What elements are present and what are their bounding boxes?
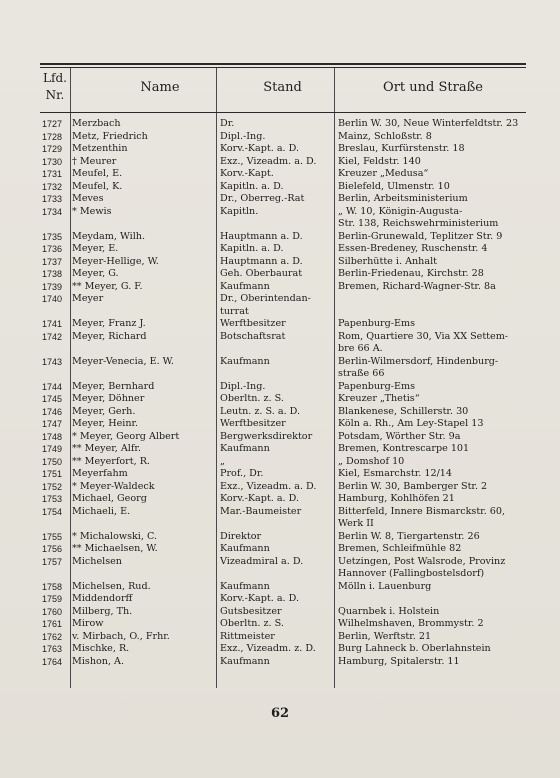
- table-row: [40, 181, 526, 194]
- row-stand: Rittmeister: [220, 630, 275, 642]
- row-ort: Breslau, Kurfürstenstr. 18: [338, 143, 465, 154]
- row-name: Meyer: [72, 293, 104, 304]
- header-stand: Stand: [263, 80, 302, 95]
- table-row: [40, 593, 526, 606]
- row-name: Michelsen, Rud.: [72, 580, 151, 592]
- row-ort: Burg Lahneck b. Oberlahnstein: [338, 643, 491, 654]
- row-name: Michelsen: [72, 555, 122, 567]
- row-ort: Rom, Quartiere 30, Via XX Settem- bre 66 A.: [338, 330, 509, 354]
- row-number: 1739: [42, 281, 63, 292]
- row-stand: Bergwerksdirektor: [220, 430, 313, 442]
- row-stand: Korv.-Kapt. a. D.: [220, 593, 300, 604]
- row-ort: Kreuzer „Thetis“: [338, 393, 420, 404]
- row-number: 1747: [42, 419, 63, 429]
- row-stand: Oberltn. z. S.: [220, 393, 284, 404]
- row-stand: Mar.-Baumeister: [220, 505, 302, 517]
- row-number: 1730: [42, 156, 63, 167]
- row-name: Mischke, R.: [72, 643, 130, 654]
- row-name: Mirow: [72, 618, 104, 629]
- row-stand: Oberltn. z. S.: [220, 618, 284, 629]
- row-stand: Dr., Oberreg.-Rat: [220, 193, 305, 204]
- table-row: [40, 393, 526, 406]
- row-ort: Berlin-Wilmersdorf, Hindenburg- straße 66: [338, 355, 499, 379]
- row-name: Meufel, E.: [72, 168, 123, 179]
- row-name: Meufel, K.: [72, 180, 123, 192]
- row-stand: Exz., Vizeadm. a. D.: [220, 480, 317, 492]
- row-stand: Hauptmann a. D.: [220, 230, 303, 242]
- table-row: [40, 606, 526, 619]
- row-stand: Gutsbesitzer: [220, 605, 282, 617]
- row-name: * Meyer, Georg Albert: [72, 430, 180, 442]
- table-row: [40, 631, 526, 644]
- row-stand: Kaufmann: [220, 355, 270, 367]
- row-name: Meyer, Franz J.: [72, 318, 146, 329]
- row-number: 1761: [42, 619, 63, 629]
- row-stand: Werftbesitzer: [220, 418, 286, 429]
- row-stand: Kapitln.: [220, 205, 259, 217]
- header-nr: Nr.: [45, 88, 65, 102]
- row-stand: Leutn. z. S. a. D.: [220, 405, 301, 417]
- row-stand: Korv.-Kapt. a. D.: [220, 143, 300, 154]
- row-name: Meves: [72, 193, 104, 204]
- row-name: Michael, Georg: [72, 493, 147, 504]
- table-row: [40, 293, 526, 318]
- table-row: [40, 206, 526, 231]
- row-stand: Kaufmann: [220, 655, 270, 667]
- row-number: 1746: [42, 406, 63, 417]
- row-name: Meyer, Richard: [72, 330, 147, 342]
- row-stand: Werftbesitzer: [220, 318, 286, 329]
- row-name: Metzenthin: [72, 143, 128, 154]
- row-stand: Hauptmann a. D.: [220, 255, 303, 267]
- row-ort: Uetzingen, Post Walsrode, Provinz Hannover (Fallingbostelsdorf): [338, 555, 506, 579]
- row-number: 1758: [42, 581, 63, 592]
- row-number: 1748: [42, 431, 63, 442]
- table-row: [40, 418, 526, 431]
- row-name: Meyer, Bernhard: [72, 380, 155, 392]
- row-number: 1732: [42, 181, 63, 192]
- table-row: [40, 431, 526, 444]
- row-ort: Mainz, Schloßstr. 8: [338, 130, 432, 142]
- row-ort: Berlin-Grunewald, Teplitzer Str. 9: [338, 230, 503, 242]
- row-stand: Direktor: [220, 530, 262, 542]
- row-ort: Quarnbek i. Holstein: [338, 605, 440, 617]
- table-row: [40, 231, 526, 244]
- header-rule: [40, 112, 526, 113]
- row-name: ** Meyer, G. F.: [72, 280, 143, 292]
- row-ort: Papenburg-Ems: [338, 318, 416, 329]
- row-number: 1763: [42, 644, 63, 654]
- row-ort: Blankenese, Schillerstr. 30: [338, 405, 469, 417]
- table-row: [40, 618, 526, 631]
- row-number: 1755: [42, 531, 63, 542]
- table-row: [40, 456, 526, 469]
- row-ort: Hamburg, Spitalerstr. 11: [338, 655, 460, 667]
- row-number: 1729: [42, 144, 63, 154]
- row-ort: Essen-Bredeney, Ruschenstr. 4: [338, 243, 488, 254]
- row-ort: Papenburg-Ems: [338, 380, 416, 392]
- row-ort: Berlin W. 30, Bamberger Str. 2: [338, 480, 488, 492]
- table-header: [40, 68, 526, 112]
- row-ort: Berlin-Friedenau, Kirchstr. 28: [338, 268, 484, 279]
- row-number: 1760: [42, 606, 63, 617]
- row-number: 1743: [42, 356, 63, 367]
- row-ort: Bremen, Schleifmühle 82: [338, 543, 462, 554]
- row-stand: Korv.-Kapt.: [220, 168, 274, 179]
- row-stand: Kapitln. a. D.: [220, 243, 284, 254]
- row-number: 1750: [42, 456, 63, 467]
- table-row: [40, 543, 526, 556]
- row-ort: Wilhelmshaven, Brommystr. 2: [338, 618, 484, 629]
- row-ort: Hamburg, Kohlhöfen 21: [338, 493, 455, 504]
- row-number: 1731: [42, 169, 63, 179]
- row-stand: Dr., Oberintendan- turrat: [220, 293, 311, 317]
- row-name: Metz, Friedrich: [72, 130, 148, 142]
- row-number: 1754: [42, 506, 63, 517]
- row-name: Meyer, E.: [72, 243, 119, 254]
- row-name: v. Mirbach, O., Frhr.: [72, 630, 170, 642]
- row-number: 1741: [42, 319, 63, 329]
- table-row: [40, 281, 526, 294]
- table-row: [40, 481, 526, 494]
- row-name: * Meyer-Waldeck: [72, 480, 155, 492]
- table-row: [40, 118, 526, 131]
- directory-rows: [40, 118, 526, 668]
- row-name: Michaeli, E.: [72, 505, 131, 517]
- row-stand: Exz., Vizeadm. z. D.: [220, 643, 316, 654]
- table-row: [40, 506, 526, 531]
- row-number: 1744: [42, 381, 63, 392]
- header-ort: Ort und Straße: [383, 80, 483, 95]
- row-ort: Berlin W. 30, Neue Winterfeldtstr. 23: [338, 118, 519, 129]
- table-row: [40, 581, 526, 594]
- row-name: ** Meyerfort, R.: [72, 455, 150, 467]
- row-name: Meyer-Hellige, W.: [72, 255, 159, 267]
- table-row: [40, 256, 526, 269]
- header-lfd-nr: [40, 70, 70, 104]
- row-name: * Mewis: [72, 205, 112, 217]
- row-ort: Kreuzer „Medusa“: [338, 168, 429, 179]
- row-number: 1751: [42, 469, 63, 479]
- row-ort: „ W. 10, Königin-Augusta- Str. 138, Reichswehrministerium: [338, 205, 499, 229]
- row-ort: Potsdam, Wörther Str. 9a: [338, 430, 461, 442]
- table-row: [40, 531, 526, 544]
- row-name: Meyer, G.: [72, 268, 119, 279]
- row-stand: Exz., Vizeadm. a. D.: [220, 155, 317, 167]
- page-number: 62: [270, 706, 290, 721]
- table-row: [40, 406, 526, 419]
- table-row: [40, 381, 526, 394]
- row-name: † Meurer: [72, 155, 117, 167]
- table-row: [40, 468, 526, 481]
- table-row: [40, 318, 526, 331]
- row-stand: Kaufmann: [220, 580, 270, 592]
- row-number: 1759: [42, 594, 63, 604]
- row-number: 1728: [42, 131, 63, 142]
- row-name: Meyerfahm: [72, 468, 128, 479]
- row-ort: Mölln i. Lauenburg: [338, 580, 432, 592]
- row-number: 1745: [42, 394, 63, 404]
- row-number: 1738: [42, 269, 63, 279]
- row-number: 1762: [42, 631, 63, 642]
- row-name: Meyer, Gerh.: [72, 405, 136, 417]
- row-number: 1749: [42, 444, 63, 454]
- table-row: [40, 493, 526, 506]
- row-stand: Prof., Dr.: [220, 468, 264, 479]
- row-stand: Dipl.-Ing.: [220, 130, 266, 142]
- row-ort: Kiel, Esmarchstr. 12/14: [338, 468, 453, 479]
- row-number: 1752: [42, 481, 63, 492]
- row-name: ** Meyer, Alfr.: [72, 443, 142, 454]
- row-name: Mishon, A.: [72, 655, 125, 667]
- row-name: Meyer, Döhner: [72, 393, 145, 404]
- row-number: 1757: [42, 556, 63, 567]
- table-row: [40, 556, 526, 581]
- row-ort: Kiel, Feldstr. 140: [338, 155, 421, 167]
- row-number: 1734: [42, 206, 63, 217]
- row-number: 1764: [42, 656, 63, 667]
- row-name: Milberg, Th.: [72, 605, 133, 617]
- row-ort: Köln a. Rh., Am Ley-Stapel 13: [338, 418, 484, 429]
- row-stand: Botschaftsrat: [220, 330, 286, 342]
- row-stand: Korv.-Kapt. a. D.: [220, 493, 300, 504]
- table-row: [40, 356, 526, 381]
- table-row: [40, 193, 526, 206]
- row-ort: Berlin, Werftstr. 21: [338, 630, 432, 642]
- row-ort: Bremen, Kontrescarpe 101: [338, 443, 470, 454]
- table-row: [40, 643, 526, 656]
- row-number: 1756: [42, 544, 63, 554]
- table-row: [40, 143, 526, 156]
- row-stand: Kaufmann: [220, 543, 270, 554]
- row-stand: Kaufmann: [220, 280, 270, 292]
- row-number: 1727: [42, 119, 63, 129]
- row-stand: Dipl.-Ing.: [220, 380, 266, 392]
- row-stand: „: [220, 455, 225, 467]
- table-row: [40, 131, 526, 144]
- table-row: [40, 168, 526, 181]
- row-number: 1733: [42, 194, 63, 204]
- row-name: Meyer, Heinr.: [72, 418, 139, 429]
- row-stand: Dr.: [220, 118, 235, 129]
- row-name: ** Michaelsen, W.: [72, 543, 158, 554]
- row-ort: Bremen, Richard-Wagner-Str. 8a: [338, 280, 496, 292]
- row-number: 1753: [42, 494, 63, 504]
- row-ort: Berlin, Arbeitsministerium: [338, 193, 468, 204]
- header-lfd: Lfd.: [43, 71, 67, 85]
- table-row: [40, 243, 526, 256]
- row-ort: Berlin W. 8, Tiergartenstr. 26: [338, 530, 480, 542]
- table-row: [40, 268, 526, 281]
- row-stand: Geh. Oberbaurat: [220, 268, 303, 279]
- row-stand: Kaufmann: [220, 443, 270, 454]
- row-ort: Bitterfeld, Innere Bismarckstr. 60, Werk II: [338, 505, 506, 529]
- row-name: Meyer-Venecia, E. W.: [72, 355, 174, 367]
- row-number: 1742: [42, 331, 63, 342]
- row-stand: Vizeadmiral a. D.: [220, 555, 304, 567]
- row-ort: Bielefeld, Ulmenstr. 10: [338, 180, 450, 192]
- row-ort: Silberhütte i. Anhalt: [338, 255, 438, 267]
- row-name: Merzbach: [72, 118, 121, 129]
- table-row: [40, 331, 526, 356]
- row-stand: Kapitln. a. D.: [220, 180, 284, 192]
- row-name: Meydam, Wilh.: [72, 230, 146, 242]
- table-row: [40, 656, 526, 669]
- row-number: 1740: [42, 294, 63, 304]
- row-name: * Michalowski, C.: [72, 530, 158, 542]
- row-ort: „ Domshof 10: [338, 455, 405, 467]
- header-name: Name: [140, 80, 180, 95]
- top-rule: [40, 63, 526, 65]
- table-row: [40, 443, 526, 456]
- row-name: Middendorff: [72, 593, 133, 604]
- row-number: 1737: [42, 256, 63, 267]
- row-number: 1735: [42, 231, 63, 242]
- row-number: 1736: [42, 244, 63, 254]
- table-row: [40, 156, 526, 169]
